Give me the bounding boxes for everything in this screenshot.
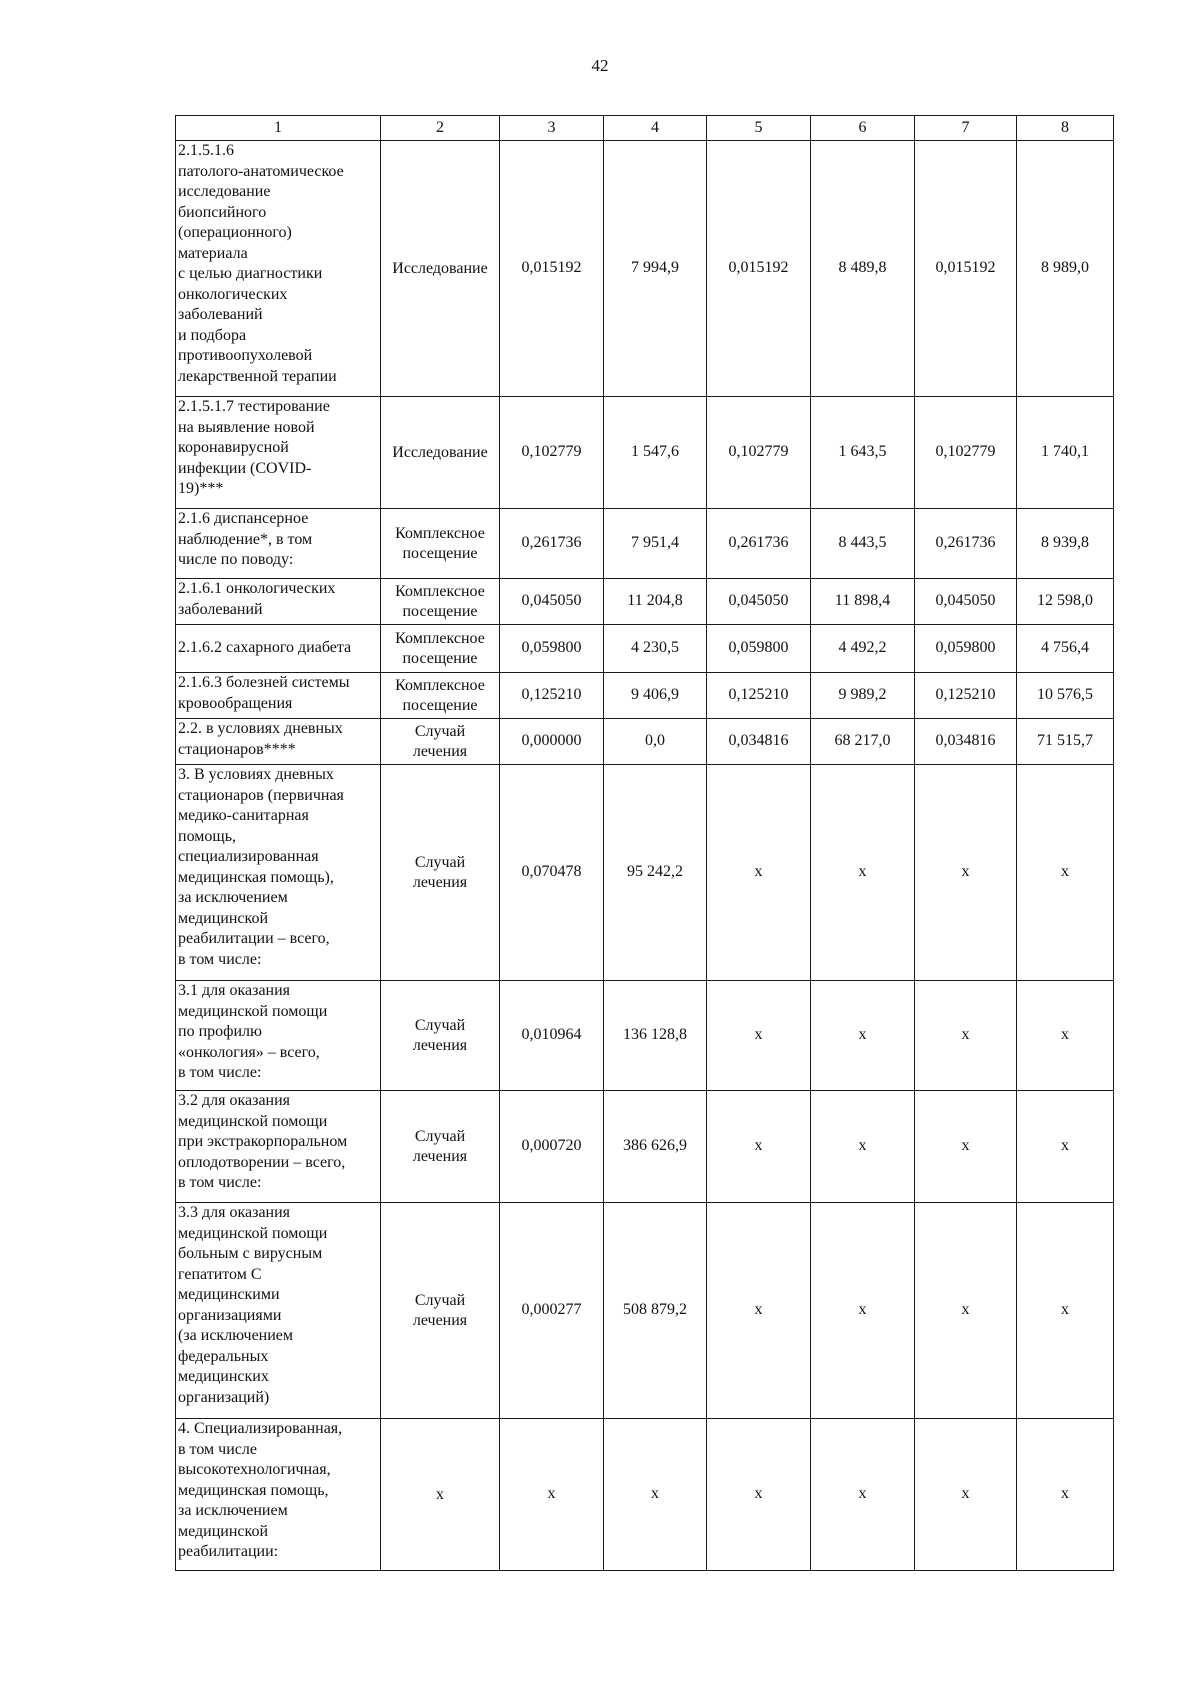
row-unit: Комплексное посещение bbox=[381, 625, 500, 673]
row-value: 0,000000 bbox=[500, 719, 604, 765]
row-value: 12 598,0 bbox=[1017, 579, 1114, 625]
row-value: 68 217,0 bbox=[811, 719, 915, 765]
row-value: х bbox=[707, 981, 811, 1091]
row-unit: Исследование bbox=[381, 397, 500, 509]
row-value: х bbox=[707, 1419, 811, 1571]
row-value: 0,015192 bbox=[915, 141, 1017, 397]
table-row bbox=[176, 397, 1114, 509]
row-value: 1 740,1 bbox=[1017, 397, 1114, 509]
row-value: 10 576,5 bbox=[1017, 673, 1114, 719]
row-value: х bbox=[915, 765, 1017, 981]
row-value: х bbox=[1017, 1091, 1114, 1203]
row-name: 2.1.6.3 болезней системы кровообращения bbox=[176, 673, 381, 719]
table-row bbox=[176, 579, 1114, 625]
row-value: х bbox=[500, 1419, 604, 1571]
row-value: 0,034816 bbox=[915, 719, 1017, 765]
row-value: 8 443,5 bbox=[811, 509, 915, 579]
row-name: 3.1 для оказания медицинской помощи по профилю «онкология» – всего, в том числе: bbox=[176, 981, 381, 1091]
table-row bbox=[176, 981, 1114, 1091]
page-number: 42 bbox=[591, 56, 609, 75]
row-value: 11 204,8 bbox=[604, 579, 707, 625]
row-value: 136 128,8 bbox=[604, 981, 707, 1091]
row-value: 11 898,4 bbox=[811, 579, 915, 625]
row-name: 2.1.5.1.6 патолого-анатомическое исследование биопсийного (операционного) материала с целью диагностики онкологических заболеваний и подбора противоопухолевой лекарственной терапии bbox=[176, 141, 381, 397]
row-value: 0,045050 bbox=[915, 579, 1017, 625]
row-name: 2.1.6.2 сахарного диабета bbox=[176, 625, 381, 673]
row-value: 0,070478 bbox=[500, 765, 604, 981]
row-value: х bbox=[915, 1203, 1017, 1419]
row-value: 0,125210 bbox=[915, 673, 1017, 719]
column-number: 4 bbox=[604, 116, 707, 141]
row-value: 4 492,2 bbox=[811, 625, 915, 673]
row-value: 1 643,5 bbox=[811, 397, 915, 509]
row-name: 2.2. в условиях дневных стационаров**** bbox=[176, 719, 381, 765]
row-value: 0,010964 bbox=[500, 981, 604, 1091]
row-value: х bbox=[707, 1203, 811, 1419]
row-value: х bbox=[1017, 981, 1114, 1091]
column-number: 3 bbox=[500, 116, 604, 141]
row-value: 0,261736 bbox=[500, 509, 604, 579]
row-value: 508 879,2 bbox=[604, 1203, 707, 1419]
row-value: 1 547,6 bbox=[604, 397, 707, 509]
row-value: х bbox=[1017, 765, 1114, 981]
table-row bbox=[176, 1419, 1114, 1571]
row-value: 0,015192 bbox=[707, 141, 811, 397]
norms-table bbox=[175, 115, 1114, 1571]
row-value: 0,015192 bbox=[500, 141, 604, 397]
row-value: 0,059800 bbox=[500, 625, 604, 673]
row-value: 0,000720 bbox=[500, 1091, 604, 1203]
row-value: х bbox=[811, 1203, 915, 1419]
row-unit: Комплексное посещение bbox=[381, 509, 500, 579]
row-unit: Случай лечения bbox=[381, 765, 500, 981]
row-value: 4 756,4 bbox=[1017, 625, 1114, 673]
row-unit: Случай лечения bbox=[381, 1203, 500, 1419]
column-number: 2 bbox=[381, 116, 500, 141]
row-value: х bbox=[915, 1419, 1017, 1571]
row-value: 4 230,5 bbox=[604, 625, 707, 673]
row-value: 8 939,8 bbox=[1017, 509, 1114, 579]
table-row bbox=[176, 509, 1114, 579]
row-value: 0,045050 bbox=[707, 579, 811, 625]
row-value: 0,0 bbox=[604, 719, 707, 765]
row-value: 71 515,7 bbox=[1017, 719, 1114, 765]
row-name: 2.1.6 диспансерное наблюдение*, в том числе по поводу: bbox=[176, 509, 381, 579]
row-value: х bbox=[915, 1091, 1017, 1203]
row-value: х bbox=[811, 981, 915, 1091]
row-value: 0,034816 bbox=[707, 719, 811, 765]
row-unit: Исследование bbox=[381, 141, 500, 397]
row-value: 0,000277 bbox=[500, 1203, 604, 1419]
row-value: 7 951,4 bbox=[604, 509, 707, 579]
row-value: 0,102779 bbox=[915, 397, 1017, 509]
row-unit: Случай лечения bbox=[381, 719, 500, 765]
row-name: 4. Специализированная, в том числе высокотехнологичная, медицинская помощь, за исключением медицинской реабилитации: bbox=[176, 1419, 381, 1571]
column-number: 8 bbox=[1017, 116, 1114, 141]
column-number: 7 bbox=[915, 116, 1017, 141]
row-value: 0,102779 bbox=[500, 397, 604, 509]
row-name: 2.1.6.1 онкологических заболеваний bbox=[176, 579, 381, 625]
row-value: х bbox=[1017, 1203, 1114, 1419]
table-row bbox=[176, 1203, 1114, 1419]
row-value: 0,059800 bbox=[915, 625, 1017, 673]
row-value: 0,261736 bbox=[707, 509, 811, 579]
row-value: х bbox=[1017, 1419, 1114, 1571]
row-unit: Комплексное посещение bbox=[381, 673, 500, 719]
row-value: 9 989,2 bbox=[811, 673, 915, 719]
table-row bbox=[176, 141, 1114, 397]
row-value: 95 242,2 bbox=[604, 765, 707, 981]
column-number: 6 bbox=[811, 116, 915, 141]
row-value: х bbox=[811, 765, 915, 981]
table-row bbox=[176, 719, 1114, 765]
column-number: 5 bbox=[707, 116, 811, 141]
row-unit: Комплексное посещение bbox=[381, 579, 500, 625]
row-value: х bbox=[707, 1091, 811, 1203]
row-value: 8 489,8 bbox=[811, 141, 915, 397]
row-value: 386 626,9 bbox=[604, 1091, 707, 1203]
row-value: 0,125210 bbox=[707, 673, 811, 719]
row-name: 2.1.5.1.7 тестирование на выявление новой коронавирусной инфекции (COVID- 19)*** bbox=[176, 397, 381, 509]
row-name: 3.3 для оказания медицинской помощи больным с вирусным гепатитом С медицинскими организациями (за исключением федеральных медицинских организаций) bbox=[176, 1203, 381, 1419]
row-value: х bbox=[915, 981, 1017, 1091]
row-value: 0,261736 bbox=[915, 509, 1017, 579]
table-header-row bbox=[176, 116, 1114, 141]
table-row bbox=[176, 673, 1114, 719]
row-name: 3.2 для оказания медицинской помощи при экстракорпоральном оплодотворении – всего, в том числе: bbox=[176, 1091, 381, 1203]
row-value: х bbox=[604, 1419, 707, 1571]
table-row bbox=[176, 1091, 1114, 1203]
table-row bbox=[176, 765, 1114, 981]
row-unit: Случай лечения bbox=[381, 1091, 500, 1203]
row-value: 7 994,9 bbox=[604, 141, 707, 397]
row-value: 0,125210 bbox=[500, 673, 604, 719]
row-value: 0,045050 bbox=[500, 579, 604, 625]
row-value: 0,102779 bbox=[707, 397, 811, 509]
row-value: 9 406,9 bbox=[604, 673, 707, 719]
row-value: х bbox=[707, 765, 811, 981]
row-value: х bbox=[811, 1091, 915, 1203]
row-value: 0,059800 bbox=[707, 625, 811, 673]
column-number: 1 bbox=[176, 116, 381, 141]
row-unit: Случай лечения bbox=[381, 981, 500, 1091]
row-name: 3. В условиях дневных стационаров (первичная медико-санитарная помощь, специализированная медицинская помощь), за исключением медицинской реабилитации – всего, в том числе: bbox=[176, 765, 381, 981]
row-value: х bbox=[811, 1419, 915, 1571]
row-value: 8 989,0 bbox=[1017, 141, 1114, 397]
table-row bbox=[176, 625, 1114, 673]
row-unit: х bbox=[381, 1419, 500, 1571]
